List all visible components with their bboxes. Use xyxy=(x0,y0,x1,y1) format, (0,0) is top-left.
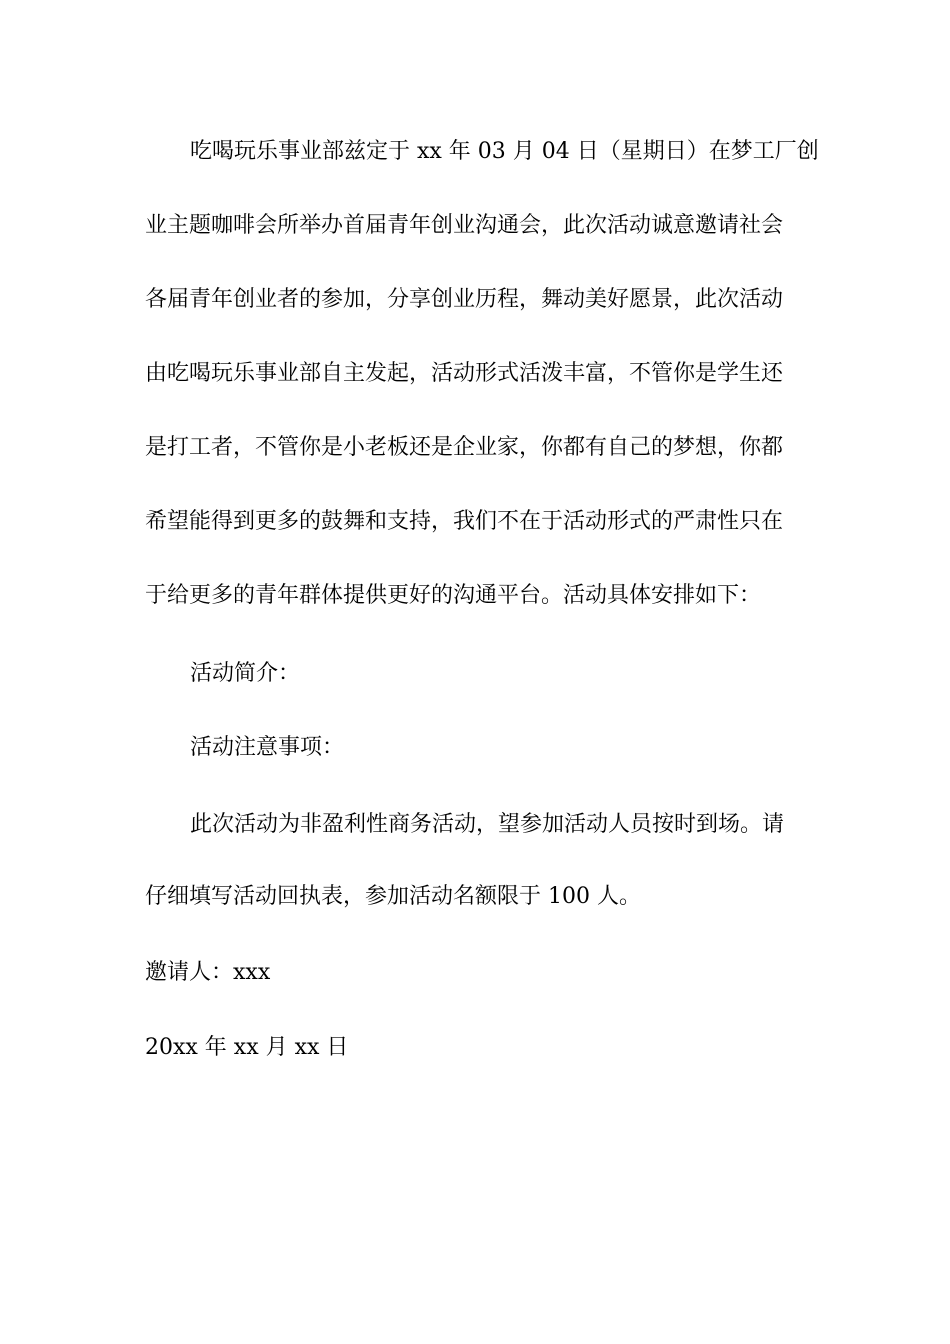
paragraph-line: 仔细填写活动回执表，参加活动名额限于 100 人。 xyxy=(145,884,641,909)
heading-activity-notes: 活动注意事项： xyxy=(190,735,345,760)
heading-activity-intro: 活动简介： xyxy=(190,661,301,686)
paragraph-line: 由吃喝玩乐事业部自主发起，活动形式活泼丰富，不管你是学生还 xyxy=(145,361,784,386)
paragraph-line: 此次活动为非盈利性商务活动，望参加活动人员按时到场。请 xyxy=(190,812,785,837)
paragraph-line: 业主题咖啡会所举办首届青年创业沟通会，此次活动诚意邀请社会 xyxy=(145,213,784,238)
paragraph-line: 是打工者，不管你是小老板还是企业家，你都有自己的梦想，你都 xyxy=(145,435,784,460)
paragraph-line: 于给更多的青年群体提供更好的沟通平台。活动具体安排如下： xyxy=(145,583,762,608)
paragraph-line: 各届青年创业者的参加，分享创业历程，舞动美好愿景，此次活动 xyxy=(145,287,784,312)
date-line: 20xx 年 xx 月 xx 日 xyxy=(145,1035,349,1060)
paragraph-line: 希望能得到更多的鼓舞和支持，我们不在于活动形式的严肃性只在 xyxy=(145,509,784,534)
inviter-line: 邀请人：xxx xyxy=(145,960,271,985)
paragraph-line: 吃喝玩乐事业部兹定于 xx 年 03 月 04 日（星期日）在梦工厂创 xyxy=(190,139,819,164)
